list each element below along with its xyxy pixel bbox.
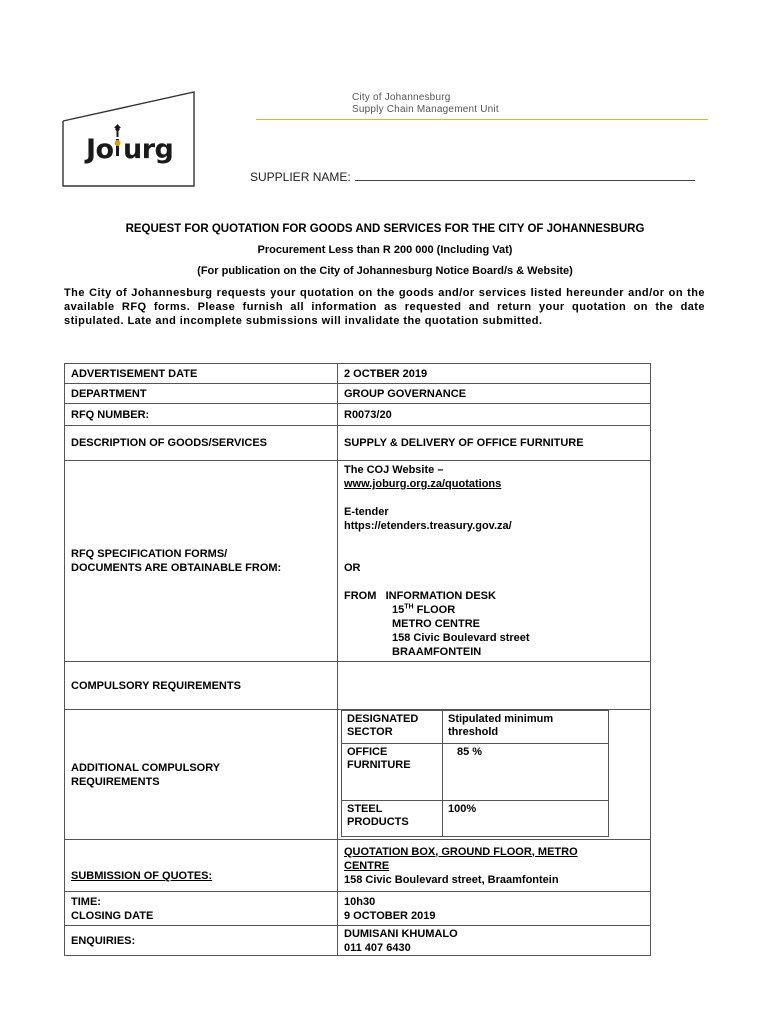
sector-row-office-furniture (342, 744, 609, 801)
value-rfq-number: R0073/20 (338, 404, 651, 426)
label-enquiries: ENQUIRIES: (65, 926, 338, 956)
sector-steel-line1: STEEL (347, 803, 383, 815)
value-rfq-forms (338, 461, 651, 662)
row-compulsory (65, 662, 651, 710)
intro-paragraph: The City of Johannesburg requests your quotation on the goods and/or services listed hereunder and/or on the available RFQ forms. Please furnish all information as requested and return your quotation on the date stipulated. Late and incomplete submissions will invalidate the quotation submitted. (64, 287, 705, 327)
sector-office-line1: OFFICE (347, 746, 388, 758)
designated-sector-table (341, 710, 609, 837)
header-sector (342, 711, 443, 744)
label-additional (65, 710, 338, 840)
supplier-name-label: SUPPLIER NAME: (250, 170, 351, 184)
label-time-text: TIME: (71, 895, 101, 908)
document-title: REQUEST FOR QUOTATION FOR GOODS AND SERVICES FOR THE CITY OF JOHANNESBURG (125, 223, 645, 235)
header-threshold-line1: Stipulated minimum (448, 713, 554, 725)
svg-text:urg: urg (123, 134, 174, 165)
label-rfq-forms-line2: DOCUMENTS ARE OBTAINABLE FROM: (71, 562, 282, 574)
value-description: SUPPLY & DELIVERY OF OFFICE FURNITURE (338, 426, 651, 461)
address-line5: BRAAMFONTEIN (392, 646, 482, 658)
value-submission (338, 840, 651, 892)
supplier-name-blank[interactable] (355, 170, 695, 181)
label-rfq-forms (65, 461, 338, 662)
etender-link[interactable]: https://etenders.treasury.gov.za/ (344, 520, 512, 532)
value-compulsory (338, 662, 651, 710)
supplier-name-field[interactable] (250, 170, 695, 184)
row-rfq-forms (65, 461, 651, 662)
label-advertisement-date: ADVERTISEMENT DATE (65, 364, 338, 384)
label-department: DEPARTMENT (65, 384, 338, 404)
address-line1: INFORMATION DESK (385, 590, 496, 602)
value-enquiries (338, 926, 651, 956)
org-name: City of Johannesburg (352, 92, 451, 103)
label-additional-line1: ADDITIONAL COMPULSORY (71, 761, 221, 774)
row-advertisement-date (65, 364, 651, 384)
enquiries-name: DUMISANI KHUMALO (344, 927, 458, 940)
publication-subtitle: (For publication on the City of Johannesburg Notice Board/s & Website) (197, 265, 573, 277)
header-rule (256, 119, 708, 120)
sector-office-line2: FURNITURE (347, 759, 411, 771)
submission-line2: CENTRE (344, 859, 390, 872)
sector-steel-line2: PRODUCTS (347, 816, 409, 828)
label-rfq-forms-line1: RFQ SPECIFICATION FORMS/ (71, 548, 228, 560)
row-rfq-number (65, 404, 651, 426)
rfq-details-table (64, 363, 651, 956)
enquiries-phone: 011 407 6430 (344, 941, 411, 954)
label-description: DESCRIPTION OF GOODS/SERVICES (65, 426, 338, 461)
value-advertisement-date: 2 OCTBER 2019 (338, 364, 651, 384)
sector-table-header (342, 711, 609, 744)
address-first-line (344, 589, 644, 603)
header-sector-line1: DESIGNATED (347, 713, 419, 725)
etender-label: E-tender (344, 506, 389, 518)
sector-steel-products (342, 801, 443, 837)
label-closing-date: CLOSING DATE (71, 909, 154, 922)
row-enquiries (65, 926, 651, 956)
floor-suffix: TH (404, 603, 414, 611)
row-time (65, 892, 651, 926)
svg-text:Jo: Jo (86, 134, 114, 165)
address-line4: 158 Civic Boulevard street (392, 632, 530, 644)
org-unit: Supply Chain Management Unit (352, 104, 499, 115)
procurement-subtitle: Procurement Less than R 200 000 (Including Vat) (257, 244, 513, 256)
label-time (65, 892, 338, 926)
address-floor (344, 603, 644, 617)
row-description (65, 426, 651, 461)
submission-line1: QUOTATION BOX, GROUND FLOOR, METRO (344, 845, 578, 858)
label-submission-text: SUBMISSION OF QUOTES: (71, 870, 213, 882)
header-threshold (443, 711, 609, 744)
address-line3: METRO CENTRE (392, 618, 480, 630)
from-text: FROM (344, 590, 377, 602)
floor-word: FLOOR (416, 604, 456, 616)
value-department: GROUP GOVERNANCE (338, 384, 651, 404)
coj-website-link[interactable]: www.joburg.org.za/quotations (344, 478, 502, 490)
closing-date: 9 OCTOBER 2019 (344, 909, 436, 922)
header-sector-line2: SECTOR (347, 726, 393, 738)
submission-line3: 158 Civic Boulevard street, Braamfontein (344, 873, 559, 886)
joburg-logo (62, 91, 195, 187)
label-compulsory: COMPULSORY REQUIREMENTS (65, 662, 338, 710)
coj-website-label: The COJ Website – (344, 464, 444, 476)
value-time (338, 892, 651, 926)
sector-office-furniture (342, 744, 443, 801)
row-submission (65, 840, 651, 892)
threshold-steel-products: 100% (443, 801, 609, 837)
label-additional-line2: REQUIREMENTS (71, 775, 160, 788)
floor-number: 15 (392, 604, 405, 616)
threshold-office-furniture: 85 % (443, 744, 609, 801)
row-additional (65, 710, 651, 840)
or-text: OR (344, 562, 361, 574)
label-submission (65, 840, 338, 892)
row-department (65, 384, 651, 404)
header-threshold-line2: threshold (448, 726, 499, 738)
closing-time: 10h30 (344, 895, 376, 908)
value-additional (338, 710, 651, 840)
sector-row-steel-products (342, 801, 609, 837)
label-rfq-number: RFQ NUMBER: (65, 404, 338, 426)
